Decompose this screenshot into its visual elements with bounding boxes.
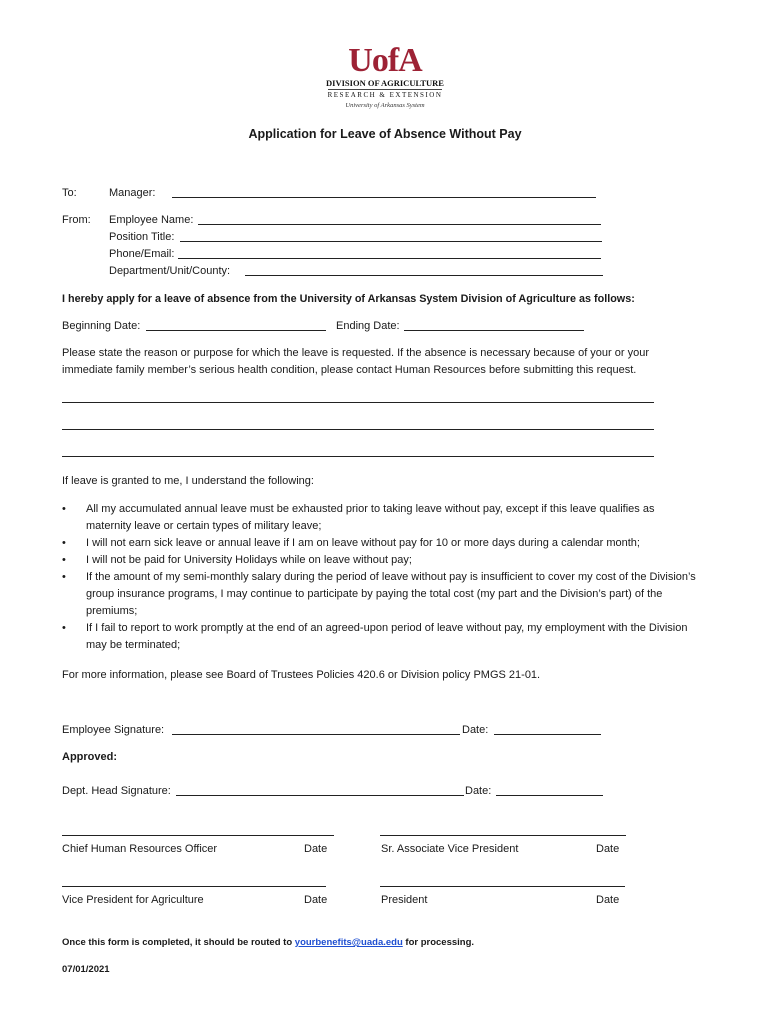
conditions-list [62,501,702,654]
logo-research: RESEARCH & EXTENSION [327,91,443,99]
dept-head-date-field[interactable] [496,795,603,796]
condition-item: • I will not earn sick leave or annual leave if I am on leave without pay for 10 or more days during a calendar month; [62,537,640,549]
logo-system: University of Arkansas System [345,102,425,109]
manager-field[interactable] [172,197,596,198]
apply-statement: I hereby apply for a leave of absence from the University of Arkansas System Division of Agriculture as follows: [62,293,635,305]
employee-signature-field[interactable] [172,734,460,735]
routing-note: Once this form is completed, it should be routed to yourbenefits@uada.edu for processing. [62,937,475,948]
employee-name-label: Employee Name: [109,214,194,226]
savp-date-label: Date [596,843,620,855]
position-title-field[interactable] [180,241,602,242]
reason-line-2[interactable] [62,429,654,430]
uada-logo [322,44,448,114]
ending-date-label: Ending Date: [336,320,400,332]
logo-division: DIVISION OF AGRICULTURE [326,78,444,88]
president-date-label: Date [596,894,620,906]
form-title: Application for Leave of Absence Without Pay [248,127,522,141]
president-signature-field[interactable] [380,886,625,887]
president-label: President [381,894,428,906]
phone-email-field[interactable] [178,258,601,259]
condition-item: • If the amount of my semi-monthly salary during the period of leave without pay is insufficient to cover my cost of the Division’s group insurance programs, I may continue to participate by paying the total cost (my part and the Division’s part) of the premiums; [62,571,696,617]
position-title-label: Position Title: [109,231,175,243]
employee-date-field[interactable] [494,734,601,735]
chro-date-label: Date [304,843,328,855]
dept-head-signature-field[interactable] [176,795,464,796]
reason-line-1[interactable] [62,402,654,403]
beginning-date-field[interactable] [146,330,326,331]
phone-email-label: Phone/Email: [109,248,175,260]
dept-head-signature-label: Dept. Head Signature: [62,785,171,797]
vpa-label: Vice President for Agriculture [62,894,204,906]
dept-head-date-label: Date: [465,785,492,797]
condition-item: • All my accumulated annual leave must be exhausted prior to taking leave without pay, except if this leave qualifies as maternity leave or certain types of military leave; [62,503,655,532]
more-info: For more information, please see Board of Trustees Policies 420.6 or Division policy PMGS 21-01. [62,669,541,681]
reason-line-3[interactable] [62,456,654,457]
employee-signature-label: Employee Signature: [62,724,165,736]
logo-divider [328,89,442,90]
from-label: From: [62,214,91,226]
vpa-date-label: Date [304,894,328,906]
beginning-date-label: Beginning Date: [62,320,141,332]
logo-mark: UofA [348,42,422,79]
savp-label: Sr. Associate Vice President [381,843,519,855]
approved-heading: Approved: [62,751,117,763]
form-date: 07/01/2021 [62,964,110,975]
employee-name-field[interactable] [198,224,601,225]
department-label: Department/Unit/County: [109,265,231,277]
department-field[interactable] [245,275,603,276]
reason-instructions-line1: Please state the reason or purpose for which the leave is requested. If the absence is necessary because of your or your [62,347,650,359]
benefits-email-link[interactable]: yourbenefits@uada.edu [294,937,403,948]
chro-signature-field[interactable] [62,835,334,836]
condition-item: • I will not be paid for University Holidays while on leave without pay; [62,554,412,566]
savp-signature-field[interactable] [380,835,626,836]
vpa-signature-field[interactable] [62,886,326,887]
reason-instructions-line2: immediate family member’s serious health condition, please contact Human Resources before submitting this request. [62,364,637,376]
employee-date-label: Date: [462,724,489,736]
understand-heading: If leave is granted to me, I understand the following: [62,475,314,487]
condition-item: • If I fail to report to work promptly at the end of an agreed-upon period of leave without pay, my employment with the Division may be terminated; [62,622,688,651]
ending-date-field[interactable] [404,330,584,331]
manager-label: Manager: [109,187,156,199]
chro-label: Chief Human Resources Officer [62,843,218,855]
to-label: To: [62,187,77,199]
